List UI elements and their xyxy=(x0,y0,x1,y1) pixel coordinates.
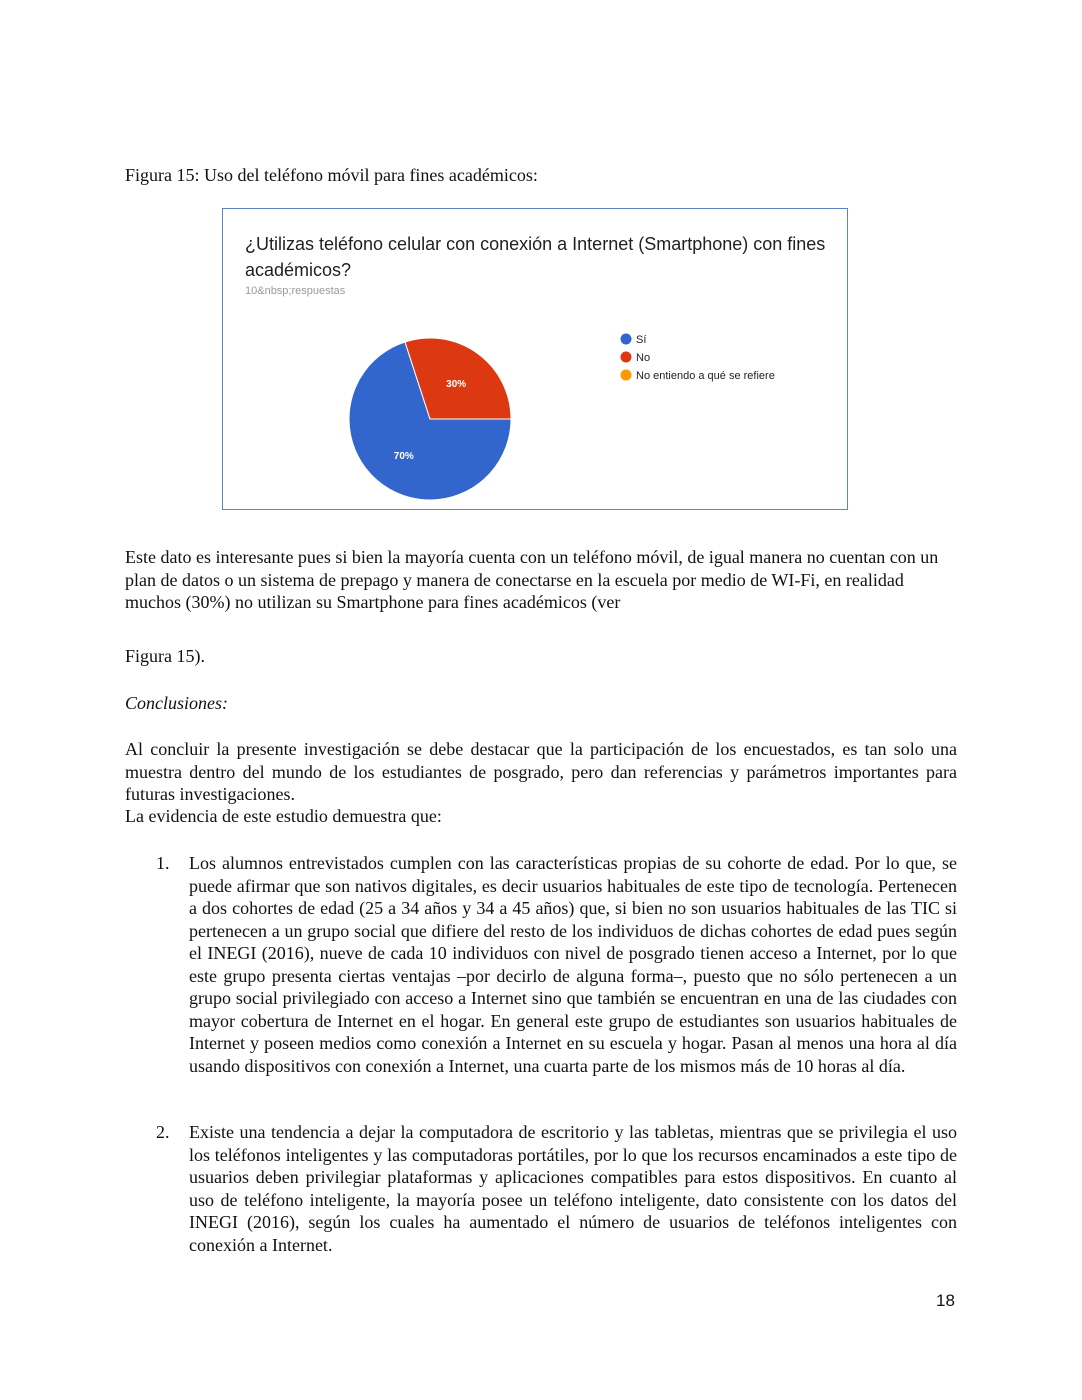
legend-swatch xyxy=(621,334,632,345)
list-item-number: 2. xyxy=(156,1122,170,1142)
paragraph-1: Este dato es interesante pues si bien la mayoría cuenta con un teléfono móvil, de igual manera no cuentan con un plan de datos o un sistema de prepago y manera de conectarse en la escuela por medio de WI-Fi, en realidad muchos (30%) no utilizan su Smartphone para fines académicos (ver xyxy=(125,547,939,612)
legend-label: No entiendo a qué se refiere xyxy=(636,370,775,382)
paragraph-2: Figura 15). xyxy=(125,646,205,666)
pie-chart xyxy=(223,209,846,508)
legend-label: No xyxy=(636,352,651,364)
legend-swatch xyxy=(621,352,632,363)
legend-label: Sí xyxy=(636,334,647,346)
paragraph-4: La evidencia de este estudio demuestra que: xyxy=(125,806,442,826)
conclusions-heading: Conclusiones: xyxy=(125,693,228,713)
figure-caption: Figura 15: Uso del teléfono móvil para fines académicos: xyxy=(125,165,538,185)
pie-slice-label: 30% xyxy=(446,378,467,390)
list-item-text: Los alumnos entrevistados cumplen con las características propias de su cohorte de edad. Por lo que, se puede afirmar que son nativos digitales, es decir usuarios habituales de este tipo de tecnología. Pertenecen a dos cohortes de edad (25 a 34 años y 34 a 45 años) que, si bien no son usuarios habituales de las TIC si pertenecen a un grupo social que difiere del resto de los individuos de dichas cohortes de edad pues según el INEGI (2016), nueve de cada 10 individuos con nivel de posgrado tienen acceso a Internet, por lo que este grupo presenta ciertas ventajas –por decirlo de alguna forma–, puesto que no sólo pertenecen a un grupo social privilegiado con acceso a Internet sino que también se encuentran en una de las ciudades con mayor cobertura de Internet en el hogar. En general este grupo de estudiantes son usuarios habituales de Internet y poseen medios como conexión a Internet en su escuela y hogar. Pasan al menos una hora al día usando dispositivos con conexión a Internet, una cuarta parte de los mismos más de 10 horas al día. xyxy=(189,853,957,1076)
pie-slice-label: 70% xyxy=(393,451,414,463)
page-number: 18 xyxy=(936,1291,955,1310)
list-item-text: Existe una tendencia a dejar la computadora de escritorio y las tabletas, mientras que se privilegia el uso los teléfonos inteligentes y las computadoras portátiles, por lo que los recursos encaminados a este tipo de usuarios deben privilegiar plataformas y aplicaciones compatibles para estos dispositivos. En cuanto al uso de teléfono inteligente, la mayoría posee un teléfono inteligente, dato consistente con los datos del INEGI (2016), según los cuales ha aumentado el número de usuarios de teléfonos inteligentes con conexión a Internet. xyxy=(189,1122,957,1255)
legend-swatch xyxy=(621,370,632,381)
list-item-number: 1. xyxy=(156,853,170,873)
paragraph-3: Al concluir la presente investigación se debe destacar que la participación de los encuestados, es tan solo una muestra dentro del mundo de los estudiantes de posgrado, pero dan referencias y parámetros importantes para futuras investigaciones. xyxy=(125,739,957,804)
chart-container xyxy=(222,208,848,510)
chart-title: ¿Utilizas teléfono celular con conexión a Internet (Smartphone) con fines académicos? xyxy=(245,234,826,280)
chart-subtitle: 10&nbsp;respuestas xyxy=(245,285,346,297)
